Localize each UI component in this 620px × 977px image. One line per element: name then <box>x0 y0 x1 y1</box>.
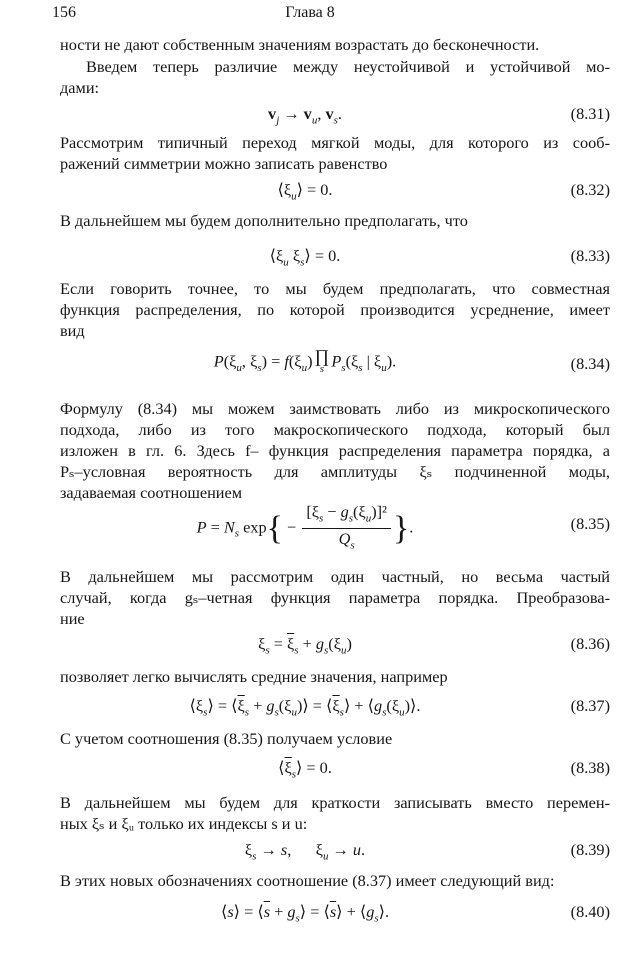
paragraph <box>60 34 610 55</box>
text-line: функция распределения, по которой производится усреднение, имеет <box>60 300 610 319</box>
text-line: В дальнейшем мы будем для краткости записывать вместо перемен- <box>60 793 610 812</box>
equation-body: $P = N_s$ exp{ − $\frac{[\xi_s - g_s(\xi_u)]^2}{Q_s}$ }. <box>60 502 550 556</box>
text-line: вид <box>60 321 85 340</box>
equation-body: $\xi_s = \overline{\xi}_s + g_s(\xi_u)$ <box>258 634 352 657</box>
equation <box>60 902 610 926</box>
paragraph <box>60 210 610 231</box>
equation-body: ⟨s⟩ = $⟨\overline{s}$ + $g_s⟩$ = $⟨\overline{s}⟩$ + $⟨g_s⟩$. <box>220 902 390 925</box>
equation-body: $\xi_s \to s$, $\xi_u \to u$. <box>244 840 366 863</box>
equation <box>60 104 610 128</box>
equation <box>60 696 610 720</box>
text-line: Введем теперь различие между неустойчивой и устойчивой мо- <box>86 57 610 76</box>
equation <box>60 246 610 270</box>
text-line: случай, когда gₛ–четная функция параметра порядка. Преобразова- <box>60 588 610 607</box>
fraction: $\frac{[\xi_s - g_s(\xi_u)]^2}{Q_s}$ <box>302 502 391 556</box>
equation-number: (8.36) <box>570 634 610 653</box>
text-line: изложен в гл. 6. Здесь f– функция распределения параметра порядка, а <box>60 441 610 460</box>
text-line: ных ξₛ и ξᵤ только их индексы s и u: <box>60 814 308 833</box>
paragraph <box>60 56 610 98</box>
equation <box>60 758 610 782</box>
equation <box>60 346 610 380</box>
paragraph <box>60 278 610 341</box>
text-line: ражений симметрии можно записать равенство <box>60 154 388 173</box>
equation-number: (8.31) <box>570 104 610 123</box>
equation-body: $P(\xi_u$, $\xi_s) = f(\xi_u)$ ∏ s $P_s(\xi_s$ | $\xi_u$). <box>213 346 397 375</box>
equation-number: (8.35) <box>570 514 610 533</box>
text-line: подхода, либо из того макроскопического подхода, который был <box>60 420 610 439</box>
text-line: Рассмотрим типичный переход мягкой моды, для которого из сооб- <box>60 133 610 152</box>
equation-number: (8.37) <box>570 696 610 715</box>
paragraph <box>60 792 610 834</box>
equation-number: (8.39) <box>570 840 610 859</box>
equation-body: $⟨\overline{\xi}_s⟩ = 0$. <box>278 758 332 781</box>
page-number: 156 <box>52 4 76 21</box>
product-symbol: ∏ s <box>314 346 330 375</box>
paragraph <box>60 132 610 174</box>
text-line: С учетом соотношения (8.35) получаем условие <box>60 729 393 748</box>
equation-number: (8.34) <box>570 354 610 373</box>
equation-number: (8.33) <box>570 246 610 265</box>
paragraph <box>60 666 610 687</box>
text-line: В этих новых обозначениях соотношение (8.37) имеет следующий вид: <box>60 871 555 890</box>
text-line: задаваемая соотношением <box>60 483 243 502</box>
chapter-header: Глава 8 <box>285 4 335 21</box>
equation-body: $⟨\xi_u$ $\xi_s⟩ = 0$. <box>269 246 341 269</box>
equation-body: $⟨\xi_u⟩ = 0$. <box>277 180 333 203</box>
text-line: дами: <box>60 78 100 97</box>
equation-number: (8.40) <box>570 902 610 921</box>
equation-body: $v_j \to v_u$, $v_s$. <box>268 104 342 127</box>
text-line: позволяет легко вычислять средние значения, например <box>60 667 448 686</box>
text-line: ности не дают собственным значениям возрастать до бесконечности. <box>60 35 540 54</box>
text-line: В дальнейшем мы будем дополнительно предполагать, что <box>60 211 468 230</box>
paragraph <box>60 728 610 749</box>
equation <box>60 502 610 552</box>
paragraph <box>60 398 610 503</box>
equation <box>60 840 610 864</box>
text-line: ние <box>60 609 85 628</box>
equation <box>60 180 610 204</box>
equation-number: (8.32) <box>570 180 610 199</box>
paragraph <box>60 870 610 891</box>
text-line: В дальнейшем мы рассмотрим один частный, но весьма частый <box>60 567 610 586</box>
text-line: Pₛ–условная вероятность для амплитуды ξₛ подчиненной моды, <box>60 462 610 481</box>
text-line: Если говорить точнее, то мы будем предполагать, что совместная <box>60 279 610 298</box>
equation-body: $⟨\xi_s⟩$ = $⟨\overline{\xi}_s$ + $g_s(\xi_u)⟩$ = $⟨\overline{\xi}_s⟩$ + $⟨g_s(\xi_u)⟩$. <box>189 696 421 719</box>
text-line: Формулу (8.34) мы можем заимствовать либо из микроскопического <box>60 399 610 418</box>
paragraph <box>60 566 610 629</box>
equation-number: (8.38) <box>570 758 610 777</box>
equation <box>60 634 610 658</box>
